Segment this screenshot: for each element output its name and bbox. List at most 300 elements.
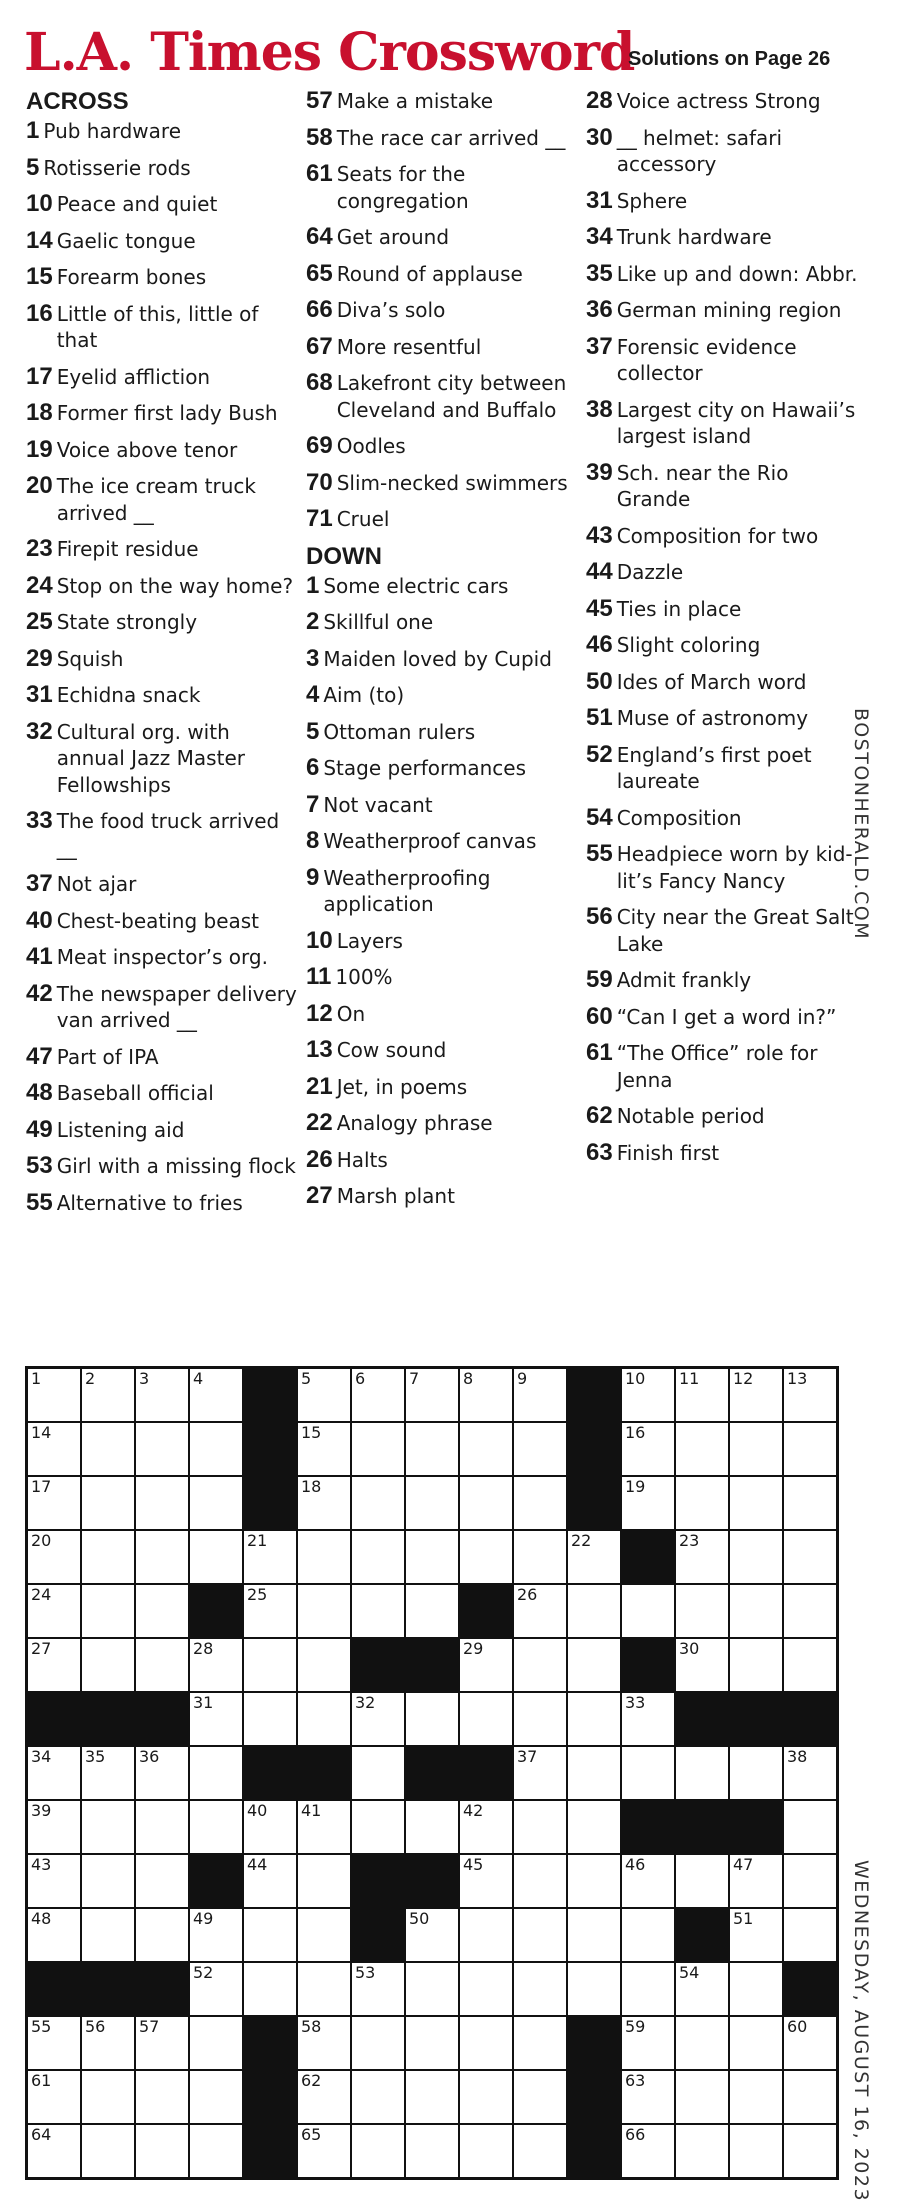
grid-cell[interactable] (784, 2017, 836, 2069)
grid-cell[interactable] (514, 1963, 566, 2015)
clue-item (26, 364, 304, 391)
grid-cell[interactable] (676, 1531, 728, 1583)
grid-cell[interactable] (352, 2071, 404, 2123)
clue-text: Forensic evidence collector (616, 334, 797, 385)
cell-number: 34 (31, 1747, 52, 1766)
grid-cell[interactable] (352, 1963, 404, 2015)
date-label: WEDNESDAY, AUGUST 16, 2023 (850, 1860, 872, 2202)
clue-item (306, 646, 584, 673)
grid-cell[interactable] (82, 2071, 134, 2123)
clue-item (586, 397, 864, 450)
grid-cell[interactable] (676, 1423, 728, 1475)
grid-cell[interactable] (244, 1531, 296, 1583)
clue-text: Gaelic tongue (56, 228, 196, 253)
clue-text: Sch. near the Rio Grande (616, 460, 789, 511)
grid-cell[interactable] (730, 2125, 782, 2177)
grid-cell[interactable] (28, 1585, 80, 1637)
grid-cell[interactable] (190, 1369, 242, 1421)
clue-text: Forearm bones (56, 265, 207, 289)
grid-cell[interactable] (28, 1639, 80, 1691)
cell-number: 56 (85, 2017, 106, 2036)
grid-cell[interactable] (298, 2017, 350, 2069)
grid-cell[interactable] (28, 1909, 80, 1961)
grid-cell[interactable] (352, 1423, 404, 1475)
clue-number: 16 (26, 299, 53, 327)
grid-cell[interactable] (460, 2071, 512, 2123)
clue-item (306, 682, 584, 709)
grid-cell[interactable] (244, 1855, 296, 1907)
clue-text: Former first lady Bush (56, 401, 278, 425)
cell-number: 8 (463, 1369, 474, 1388)
clue-text: Largest city on Hawaii’s largest island (616, 397, 856, 448)
grid-cell[interactable] (568, 1963, 620, 2015)
grid-cell[interactable] (82, 1909, 134, 1961)
clue-text: Cruel (336, 507, 390, 531)
grid-cell[interactable] (298, 2125, 350, 2177)
grid-cell[interactable] (82, 1585, 134, 1637)
clue-number: 23 (26, 535, 53, 562)
grid-cell[interactable] (406, 2071, 458, 2123)
grid-cell[interactable] (406, 1423, 458, 1475)
grid-cell[interactable] (28, 1423, 80, 1475)
grid-cell[interactable] (298, 2071, 350, 2123)
cell-number: 41 (301, 1801, 322, 1820)
grid-cell[interactable] (460, 1801, 512, 1853)
grid-block (82, 1693, 134, 1745)
clue-item (586, 967, 864, 994)
grid-block (244, 1369, 296, 1421)
grid-block (730, 1693, 782, 1745)
clue-item (586, 841, 864, 894)
grid-cell[interactable] (730, 1639, 782, 1691)
clue-text: Trunk hardware (616, 225, 772, 249)
grid-cell[interactable] (784, 1909, 836, 1961)
grid-cell[interactable] (244, 1801, 296, 1853)
cell-number: 49 (193, 1909, 214, 1928)
grid-cell[interactable] (244, 1693, 296, 1745)
grid-cell[interactable] (352, 1477, 404, 1529)
grid-cell[interactable] (676, 1369, 728, 1421)
grid-cell[interactable] (136, 2071, 188, 2123)
grid-cell[interactable] (244, 1585, 296, 1637)
grid-cell[interactable] (514, 2017, 566, 2069)
grid-cell[interactable] (784, 1585, 836, 1637)
grid-cell[interactable] (784, 1477, 836, 1529)
clue-item (586, 188, 864, 215)
clue-item (306, 161, 584, 214)
grid-cell[interactable] (568, 1909, 620, 1961)
clue-item (586, 705, 864, 732)
grid-cell[interactable] (568, 1639, 620, 1691)
grid-cell[interactable] (190, 1747, 242, 1799)
clue-text: Alternative to fries (56, 1190, 243, 1215)
grid-cell[interactable] (82, 2125, 134, 2177)
grid-cell[interactable] (352, 1369, 404, 1421)
grid-cell[interactable] (514, 1369, 566, 1421)
grid-cell[interactable] (784, 1855, 836, 1907)
grid-cell[interactable] (622, 2017, 674, 2069)
clue-text: Muse of astronomy (616, 706, 809, 730)
grid-cell[interactable] (730, 2017, 782, 2069)
grid-cell[interactable] (460, 2017, 512, 2069)
grid-cell[interactable] (730, 1855, 782, 1907)
grid-cell[interactable] (622, 1855, 674, 1907)
grid-cell[interactable] (730, 1423, 782, 1475)
grid-cell[interactable] (784, 1531, 836, 1583)
grid-block (352, 1855, 404, 1907)
grid-block (676, 1801, 728, 1853)
grid-cell[interactable] (244, 1963, 296, 2015)
clue-item (306, 297, 584, 324)
grid-cell[interactable] (136, 1531, 188, 1583)
grid-cell[interactable] (568, 1693, 620, 1745)
grid-cell[interactable] (190, 1963, 242, 2015)
cell-number: 33 (625, 1693, 646, 1712)
clue-number: 39 (586, 458, 613, 486)
grid-cell[interactable] (28, 1801, 80, 1853)
clue-number: 20 (26, 472, 53, 499)
clue-item (26, 473, 304, 526)
grid-cell[interactable] (136, 1747, 188, 1799)
clue-number: 40 (26, 906, 53, 934)
grid-cell[interactable] (136, 1369, 188, 1421)
grid-cell[interactable] (406, 1693, 458, 1745)
grid-cell[interactable] (514, 1693, 566, 1745)
grid-cell[interactable] (244, 1639, 296, 1691)
clue-text: Voice above tenor (56, 437, 238, 462)
grid-cell[interactable] (514, 2125, 566, 2177)
grid-cell[interactable] (514, 1747, 566, 1799)
clue-text: Headpiece worn by kid-lit’s Fancy Nancy (616, 842, 853, 893)
clue-number: 62 (586, 1102, 613, 1129)
grid-block (244, 1423, 296, 1475)
clue-number: 50 (586, 667, 613, 695)
grid-cell[interactable] (622, 1423, 674, 1475)
grid-cell[interactable] (460, 2125, 512, 2177)
grid-cell[interactable] (190, 1909, 242, 1961)
clue-item (306, 573, 584, 600)
grid-cell[interactable] (676, 2125, 728, 2177)
grid-cell[interactable] (676, 2071, 728, 2123)
grid-block (568, 2017, 620, 2069)
grid-block (28, 1963, 80, 2015)
grid-cell[interactable] (460, 1477, 512, 1529)
clue-text: The newspaper delivery van arrived __ (56, 981, 297, 1032)
grid-cell[interactable] (784, 1423, 836, 1475)
grid-cell[interactable] (28, 1477, 80, 1529)
grid-cell[interactable] (82, 2017, 134, 2069)
grid-cell[interactable] (244, 1909, 296, 1961)
grid-cell[interactable] (460, 1693, 512, 1745)
clue-number: 29 (26, 644, 53, 672)
cell-number: 2 (85, 1369, 96, 1388)
grid-block (244, 1477, 296, 1529)
grid-cell[interactable] (82, 1477, 134, 1529)
grid-cell[interactable] (784, 2071, 836, 2123)
grid-cell[interactable] (568, 1801, 620, 1853)
grid-cell[interactable] (28, 2125, 80, 2177)
grid-cell[interactable] (298, 1639, 350, 1691)
grid-cell[interactable] (676, 1585, 728, 1637)
grid-cell[interactable] (514, 1909, 566, 1961)
grid-cell[interactable] (136, 2017, 188, 2069)
cell-number: 24 (31, 1585, 52, 1604)
grid-cell[interactable] (352, 1693, 404, 1745)
clue-text: Composition (616, 805, 742, 830)
grid-cell[interactable] (28, 1531, 80, 1583)
clue-text: Analogy phrase (336, 1111, 493, 1135)
clue-text: State strongly (56, 610, 198, 634)
cell-number: 17 (31, 1477, 52, 1496)
grid-cell[interactable] (730, 1477, 782, 1529)
grid-cell[interactable] (28, 2071, 80, 2123)
grid-cell[interactable] (622, 1747, 674, 1799)
grid-cell[interactable] (622, 1963, 674, 2015)
clue-item (586, 261, 864, 288)
clue-text: Squish (56, 646, 124, 671)
grid-cell[interactable] (676, 1963, 728, 2015)
clue-text: Aim (to) (323, 683, 405, 707)
grid-cell[interactable] (676, 1747, 728, 1799)
grid-cell[interactable] (82, 1639, 134, 1691)
grid-cell[interactable] (406, 2125, 458, 2177)
grid-cell[interactable] (28, 1747, 80, 1799)
clue-item (586, 669, 864, 696)
clue-item (586, 297, 864, 324)
grid-cell[interactable] (568, 1855, 620, 1907)
clue-text: Not vacant (323, 792, 433, 817)
clue-number: 46 (586, 631, 613, 658)
clue-item (306, 224, 584, 251)
grid-cell[interactable] (568, 1531, 620, 1583)
grid-cell[interactable] (622, 1585, 674, 1637)
grid-cell[interactable] (460, 1855, 512, 1907)
cell-number: 15 (301, 1423, 322, 1442)
grid-cell[interactable] (28, 1855, 80, 1907)
grid-cell[interactable] (568, 1585, 620, 1637)
grid-cell[interactable] (136, 2125, 188, 2177)
grid-cell[interactable] (190, 2125, 242, 2177)
grid-cell[interactable] (676, 1639, 728, 1691)
cell-number: 43 (31, 1855, 52, 1874)
grid-cell[interactable] (352, 2017, 404, 2069)
clue-text: Jet, in poems (336, 1074, 468, 1099)
clue-number: 24 (26, 571, 53, 599)
grid-cell[interactable] (406, 1585, 458, 1637)
grid-cell[interactable] (514, 2071, 566, 2123)
grid-cell[interactable] (622, 1369, 674, 1421)
clue-number: 52 (586, 740, 613, 768)
clue-item (306, 334, 584, 361)
clue-item (306, 865, 584, 918)
clue-text: The food truck arrived __ (56, 809, 280, 860)
clue-item (306, 125, 584, 152)
grid-cell[interactable] (568, 1747, 620, 1799)
grid-block (622, 1801, 674, 1853)
grid-cell[interactable] (406, 1531, 458, 1583)
grid-cell[interactable] (136, 1855, 188, 1907)
clue-item (586, 904, 864, 957)
grid-cell[interactable] (136, 1585, 188, 1637)
grid-cell[interactable] (730, 1369, 782, 1421)
grid-cell[interactable] (298, 1585, 350, 1637)
clue-number: 22 (306, 1109, 333, 1136)
grid-cell[interactable] (352, 2125, 404, 2177)
grid-cell[interactable] (730, 1909, 782, 1961)
grid-cell[interactable] (190, 1423, 242, 1475)
grid-cell[interactable] (82, 1369, 134, 1421)
grid-cell[interactable] (298, 1369, 350, 1421)
grid-cell[interactable] (82, 1747, 134, 1799)
grid-cell[interactable] (136, 1909, 188, 1961)
clue-number: 61 (306, 160, 333, 187)
grid-cell[interactable] (406, 1963, 458, 2015)
grid-cell[interactable] (190, 2071, 242, 2123)
clue-number: 10 (26, 190, 53, 217)
grid-block (136, 1693, 188, 1745)
grid-cell[interactable] (298, 1909, 350, 1961)
clue-text: Cow sound (336, 1038, 447, 1062)
grid-cell[interactable] (28, 2017, 80, 2069)
clue-item (306, 609, 584, 636)
grid-cell[interactable] (298, 1531, 350, 1583)
clue-text: Baseball official (56, 1081, 214, 1105)
grid-cell[interactable] (190, 1801, 242, 1853)
grid-block (676, 1693, 728, 1745)
grid-cell[interactable] (82, 1855, 134, 1907)
cell-number: 37 (517, 1747, 538, 1766)
clue-text: Stage performances (323, 756, 527, 780)
clue-item (26, 609, 304, 636)
grid-cell[interactable] (514, 1639, 566, 1691)
cell-number: 10 (625, 1369, 646, 1388)
grid-cell[interactable] (298, 1423, 350, 1475)
grid-cell[interactable] (460, 1369, 512, 1421)
grid-cell[interactable] (460, 1423, 512, 1475)
clue-text: Meat inspector’s org. (56, 945, 268, 969)
grid-cell[interactable] (514, 1855, 566, 1907)
clue-item (586, 632, 864, 659)
grid-cell[interactable] (514, 1423, 566, 1475)
grid-cell[interactable] (730, 1963, 782, 2015)
grid-cell[interactable] (190, 1531, 242, 1583)
grid-cell[interactable] (190, 2017, 242, 2069)
grid-cell[interactable] (622, 1693, 674, 1745)
grid-cell[interactable] (136, 1639, 188, 1691)
grid-cell[interactable] (82, 1801, 134, 1853)
grid-cell[interactable] (514, 1801, 566, 1853)
grid-cell[interactable] (460, 1639, 512, 1691)
clue-item (26, 155, 304, 182)
grid-cell[interactable] (676, 1477, 728, 1529)
grid-cell[interactable] (298, 1693, 350, 1745)
clue-number: 28 (586, 87, 613, 114)
grid-cell[interactable] (136, 1423, 188, 1475)
clue-item (586, 88, 864, 115)
grid-cell[interactable] (406, 2017, 458, 2069)
grid-cell[interactable] (82, 1531, 134, 1583)
clue-text: Finish first (616, 1140, 720, 1165)
grid-cell[interactable] (622, 1909, 674, 1961)
grid-block (244, 2017, 296, 2069)
grid-cell[interactable] (406, 1801, 458, 1853)
grid-cell[interactable] (784, 1747, 836, 1799)
grid-cell[interactable] (784, 2125, 836, 2177)
clue-item (26, 719, 304, 799)
clue-item (306, 755, 584, 782)
clue-number: 68 (306, 369, 333, 396)
clue-text: Eyelid affliction (56, 364, 211, 389)
cell-number: 62 (301, 2071, 322, 2090)
grid-cell[interactable] (622, 2071, 674, 2123)
grid-cell[interactable] (190, 1693, 242, 1745)
grid-cell[interactable] (730, 1747, 782, 1799)
grid-cell[interactable] (730, 1585, 782, 1637)
grid-cell[interactable] (622, 1477, 674, 1529)
grid-cell[interactable] (136, 1801, 188, 1853)
grid-cell[interactable] (514, 1585, 566, 1637)
grid-cell[interactable] (406, 1477, 458, 1529)
grid-cell[interactable] (676, 1855, 728, 1907)
grid-cell[interactable] (406, 1909, 458, 1961)
grid-cell[interactable] (28, 1369, 80, 1421)
clue-text: Get around (336, 225, 450, 249)
grid-cell[interactable] (784, 1801, 836, 1853)
grid-cell[interactable] (676, 2017, 728, 2069)
grid-cell[interactable] (352, 1531, 404, 1583)
grid-cell[interactable] (514, 1531, 566, 1583)
clue-number: 42 (26, 979, 53, 1007)
grid-cell[interactable] (460, 1909, 512, 1961)
grid-cell[interactable] (352, 1801, 404, 1853)
clue-text: Dazzle (616, 560, 684, 584)
clue-item (26, 944, 304, 971)
grid-cell[interactable] (298, 1477, 350, 1529)
cell-number: 66 (625, 2125, 646, 2144)
cell-number: 32 (355, 1693, 376, 1712)
clue-number: 65 (306, 259, 333, 287)
grid-cell[interactable] (352, 1585, 404, 1637)
grid-cell[interactable] (460, 1531, 512, 1583)
grid-cell[interactable] (298, 1801, 350, 1853)
grid-cell[interactable] (514, 1477, 566, 1529)
grid-block (352, 1639, 404, 1691)
clue-number: 71 (306, 505, 333, 532)
grid-block (28, 1693, 80, 1745)
cell-number: 30 (679, 1639, 700, 1658)
grid-cell[interactable] (298, 1963, 350, 2015)
grid-cell[interactable] (460, 1963, 512, 2015)
grid-cell[interactable] (190, 1477, 242, 1529)
grid-cell[interactable] (352, 1747, 404, 1799)
clue-number: 30 (586, 123, 613, 151)
grid-cell[interactable] (82, 1423, 134, 1475)
grid-cell[interactable] (622, 2125, 674, 2177)
grid-cell[interactable] (730, 1531, 782, 1583)
grid-cell[interactable] (784, 1369, 836, 1421)
crossword-grid (25, 1366, 839, 2180)
clue-text: Layers (336, 928, 403, 953)
grid-cell[interactable] (730, 2071, 782, 2123)
grid-cell[interactable] (298, 1855, 350, 1907)
grid-cell[interactable] (406, 1369, 458, 1421)
clue-text: “Can I get a word in?” (616, 1004, 837, 1029)
grid-block (568, 2071, 620, 2123)
clue-number: 3 (306, 644, 320, 672)
grid-cell[interactable] (190, 1639, 242, 1691)
grid-cell[interactable] (784, 1639, 836, 1691)
grid-cell[interactable] (136, 1477, 188, 1529)
